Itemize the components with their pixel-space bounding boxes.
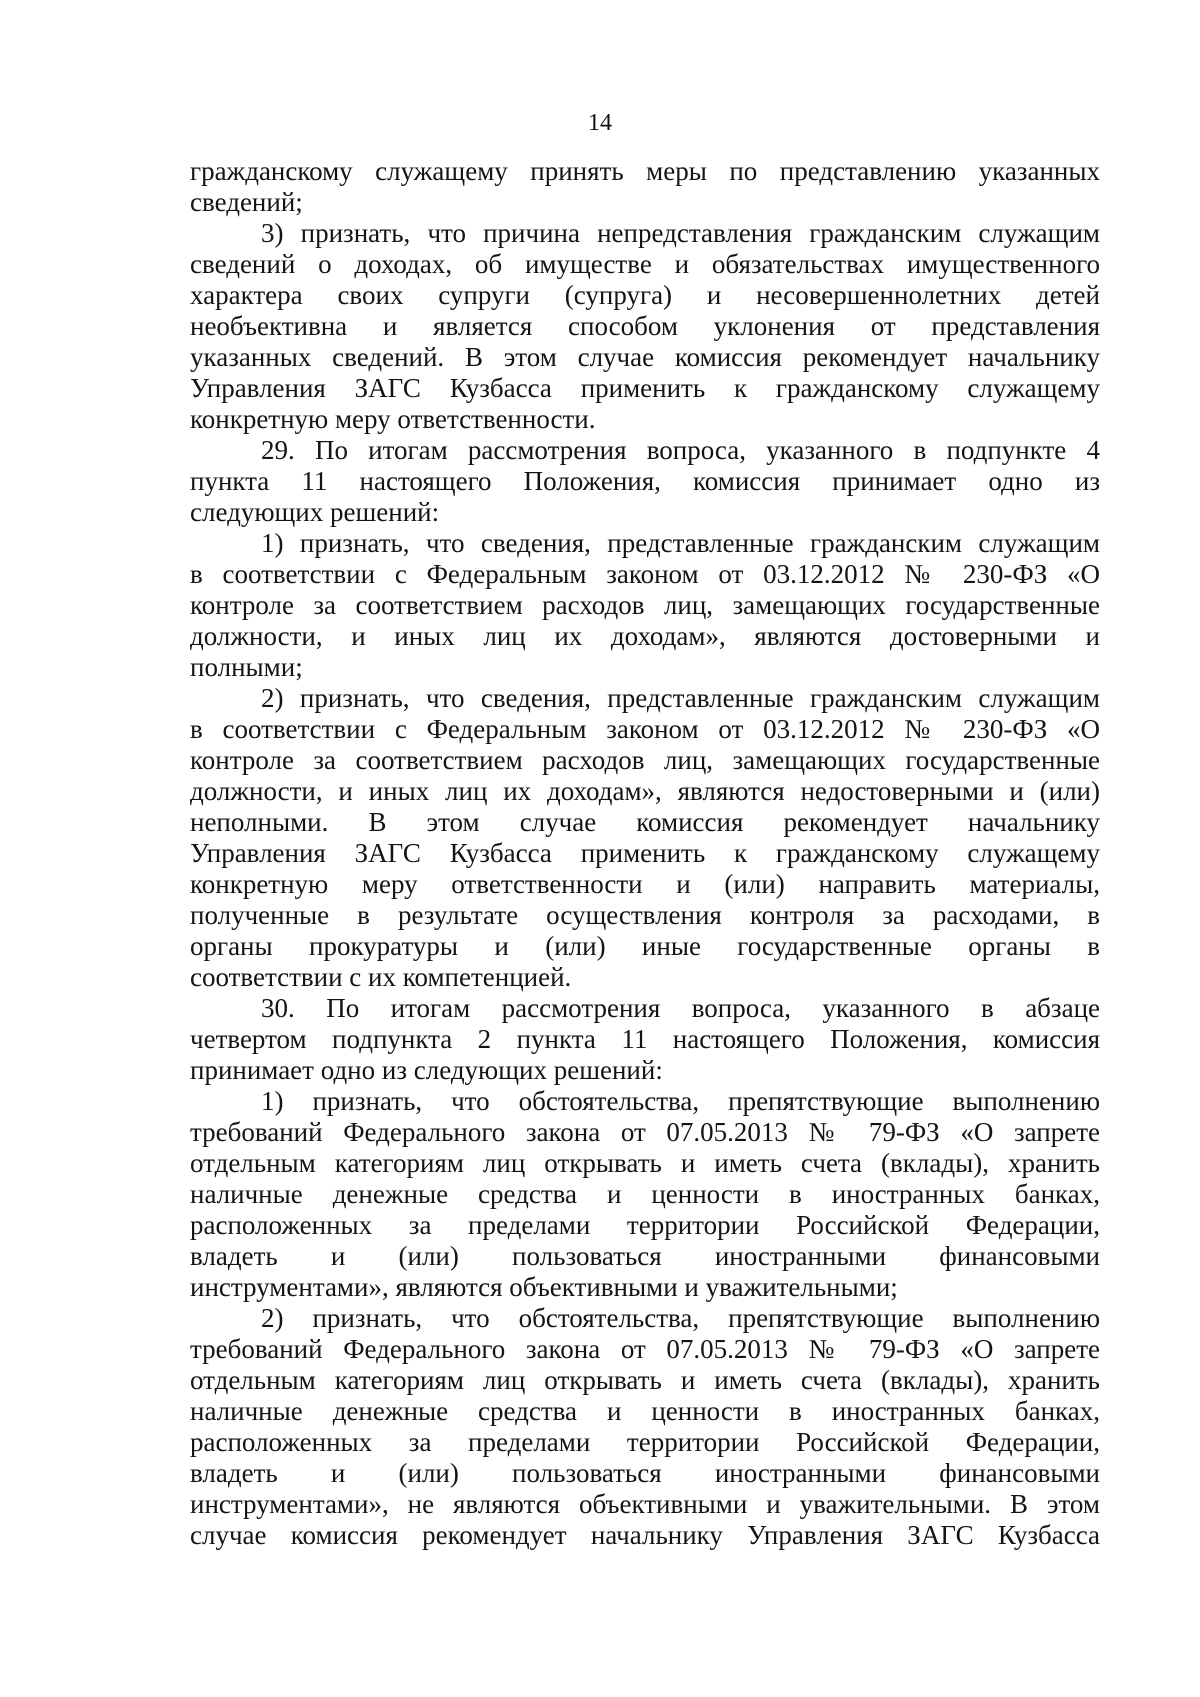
text-line: контроле за соответствием расходов лиц, замещающих государственные <box>190 590 1100 620</box>
text-line: отдельным категориям лиц открывать и иметь счета (вклады), хранить <box>190 1148 1100 1178</box>
text-line: расположенных за пределами территории Российской Федерации, <box>190 1427 1100 1457</box>
text-line: полученные в результате осуществления контроля за расходами, в <box>190 900 1100 930</box>
text-line: органы прокуратуры и (или) иные государственные органы в <box>190 931 1100 961</box>
text-line: необъективна и является способом уклонения от представления <box>190 311 1100 341</box>
text-line: 2) признать, что сведения, представленные гражданским служащим <box>261 683 1100 713</box>
text-line: наличные денежные средства и ценности в иностранных банках, <box>190 1179 1100 1209</box>
text-line: инструментами», являются объективными и уважительными; <box>190 1272 898 1302</box>
text-line: полными; <box>190 652 303 682</box>
text-line: четвертом подпункта 2 пункта 11 настоящего Положения, комиссия <box>190 1024 1100 1054</box>
text-line: конкретную меру ответственности и (или) направить материалы, <box>190 869 1100 899</box>
text-line: в соответствии с Федеральным законом от 03.12.2012 № 230-ФЗ «О <box>190 559 1100 589</box>
text-line: 3) признать, что причина непредставления гражданским служащим <box>261 218 1100 248</box>
text-line: Управления ЗАГС Кузбасса применить к гражданскому служащему <box>190 373 1100 403</box>
text-line: должности, и иных лиц их доходам», являются достоверными и <box>190 621 1100 651</box>
text-line: должности, и иных лиц их доходам», являются недостоверными и (или) <box>190 776 1100 806</box>
text-line: гражданскому служащему принять меры по представлению указанных <box>190 156 1100 186</box>
text-line: контроле за соответствием расходов лиц, замещающих государственные <box>190 745 1100 775</box>
text-line: владеть и (или) пользоваться иностранными финансовыми <box>190 1241 1100 1271</box>
text-line: следующих решений: <box>190 497 440 527</box>
text-line: расположенных за пределами территории Российской Федерации, <box>190 1210 1100 1240</box>
text-line: требований Федерального закона от 07.05.2013 № 79-ФЗ «О запрете <box>190 1117 1100 1147</box>
text-line: характера своих супруги (супруга) и несовершеннолетних детей <box>190 280 1100 310</box>
text-line: неполными. В этом случае комиссия рекомендует начальнику <box>190 807 1100 837</box>
text-line: соответствии с их компетенцией. <box>190 962 572 992</box>
text-line: 1) признать, что обстоятельства, препятствующие выполнению <box>261 1086 1100 1116</box>
text-line: 1) признать, что сведения, представленные гражданским служащим <box>261 528 1100 558</box>
text-line: инструментами», не являются объективными и уважительными. В этом <box>190 1489 1100 1519</box>
text-line: 2) признать, что обстоятельства, препятствующие выполнению <box>261 1303 1100 1333</box>
text-line: наличные денежные средства и ценности в иностранных банках, <box>190 1396 1100 1426</box>
text-line: требований Федерального закона от 07.05.2013 № 79-ФЗ «О запрете <box>190 1334 1100 1364</box>
text-line: владеть и (или) пользоваться иностранными финансовыми <box>190 1458 1100 1488</box>
text-line: сведений о доходах, об имуществе и обязательствах имущественного <box>190 249 1100 279</box>
text-line: в соответствии с Федеральным законом от 03.12.2012 № 230-ФЗ «О <box>190 714 1100 744</box>
text-line: случае комиссия рекомендует начальнику Управления ЗАГС Кузбасса <box>190 1520 1100 1550</box>
text-line: сведений; <box>190 187 303 217</box>
text-line: принимает одно из следующих решений: <box>190 1055 663 1085</box>
text-line: 30. По итогам рассмотрения вопроса, указанного в абзаце <box>261 993 1100 1023</box>
text-line: 29. По итогам рассмотрения вопроса, указанного в подпункте 4 <box>261 435 1100 465</box>
body-text <box>190 156 1100 1551</box>
text-line: отдельным категориям лиц открывать и иметь счета (вклады), хранить <box>190 1365 1100 1395</box>
text-line: конкретную меру ответственности. <box>190 404 596 434</box>
text-line: указанных сведений. В этом случае комиссия рекомендует начальнику <box>190 342 1100 372</box>
page-number: 14 <box>588 110 612 136</box>
text-line: Управления ЗАГС Кузбасса применить к гражданскому служащему <box>190 838 1100 868</box>
text-line: пункта 11 настоящего Положения, комиссия принимает одно из <box>190 466 1100 496</box>
